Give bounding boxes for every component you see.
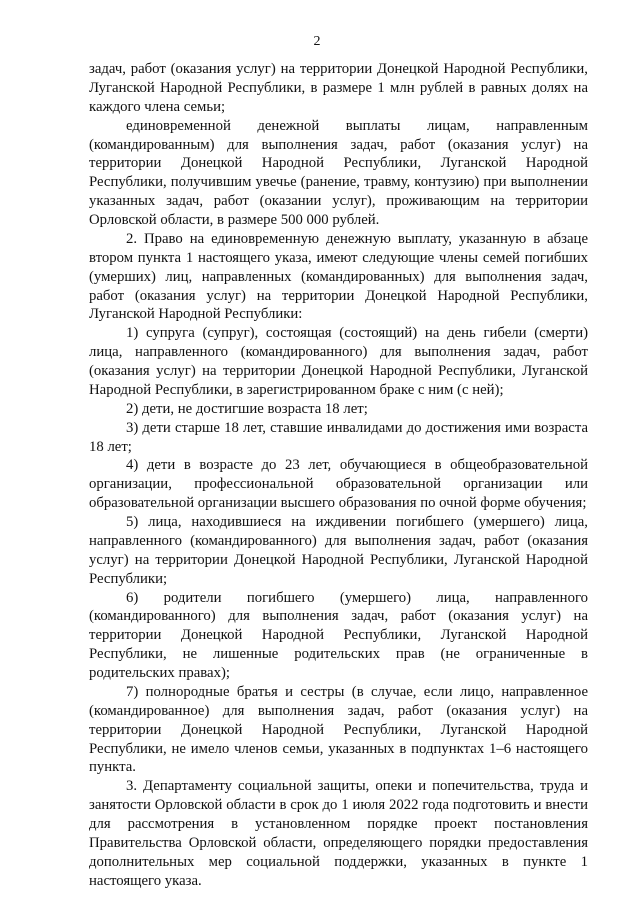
list-item-disabled-children: 3) дети старше 18 лет, ставшие инвалидами до достижения ими возраста 18 лет;: [89, 419, 588, 455]
paragraph-continuation: задач, работ (оказания услуг) на территории Донецкой Народной Республики, Луганской Народной Республики, в размере 1 млн рублей в равных долях на каждого члена семьи;: [89, 61, 588, 115]
list-item-siblings: 7) полнородные братья и сестры (в случае, если лицо, направленное (командированное) для выполнения задач, работ (оказания услуг) на территории Донецкой Народной Республики, Луганской Народной Республики, не имело членов семьи, указанных в подпунктах 1–6 настоящего пункта.: [89, 683, 588, 776]
document-body: [89, 60, 588, 891]
page-number: 2: [313, 34, 321, 49]
list-item-spouse: 1) супруга (супруг), состоящая (состоящий) на день гибели (смерти) лица, направленного (командированного) для выполнения задач, работ (оказания услуг) на территории Донецкой Народной Республики, Луганской Народной Республики, в зарегистрированном браке с ним (с ней);: [89, 325, 588, 398]
list-item-dependents: 5) лица, находившиеся на иждивении погибшего (умершего) лица, направленного (командированного) для выполнения задач, работ (оказания услуг) на территории Донецкой Народной Республики, Луганской Народной Республики;: [89, 514, 588, 587]
list-item-children-under-18: 2) дети, не достигшие возраста 18 лет;: [126, 400, 368, 417]
paragraph-point-2: 2. Право на единовременную денежную выплату, указанную в абзаце втором пункта 1 настоящего указа, имеют следующие члены семей погибших (умерших) лиц, направленных (командированных) для выполнения задач, работ (оказания услуг) на территории Донецкой Народной Республики, Луганской Народной Республики:: [89, 230, 588, 323]
list-item-students: 4) дети в возрасте до 23 лет, обучающиеся в общеобразовательной организации, профессиональной образовательной организации или образовательной организации высшего образования по очной форме обучения;: [89, 457, 588, 512]
list-item-parents: 6) родители погибшего (умершего) лица, направленного (командированного) для выполнения задач, работ (оказания услуг) на территории Донецкой Народной Республики, Луганской Народной Республики, не лишенные родительских прав (не ограниченные в родительских правах);: [89, 589, 588, 681]
paragraph-injury-payment: единовременной денежной выплаты лицам, направленным (командированным) для выполнения задач, работ (оказания услуг) на территории Донецкой Народной Республики, Луганской Народной Республики, получившим увечье (ранение, травму, контузию) при выполнении указанных задач, работ (оказании услуг), проживающим на территории Орловской области, в размере 500 000 рублей.: [89, 117, 588, 228]
paragraph-point-3: 3. Департаменту социальной защиты, опеки и попечительства, труда и занятости Орловской области в срок до 1 июля 2022 года подготовить и внести для рассмотрения в установленном порядке проект постановления Правительства Орловской области, определяющего порядки предоставления дополнительных мер социальной поддержки, указанных в пункте 1 настоящего указа.: [89, 778, 588, 889]
